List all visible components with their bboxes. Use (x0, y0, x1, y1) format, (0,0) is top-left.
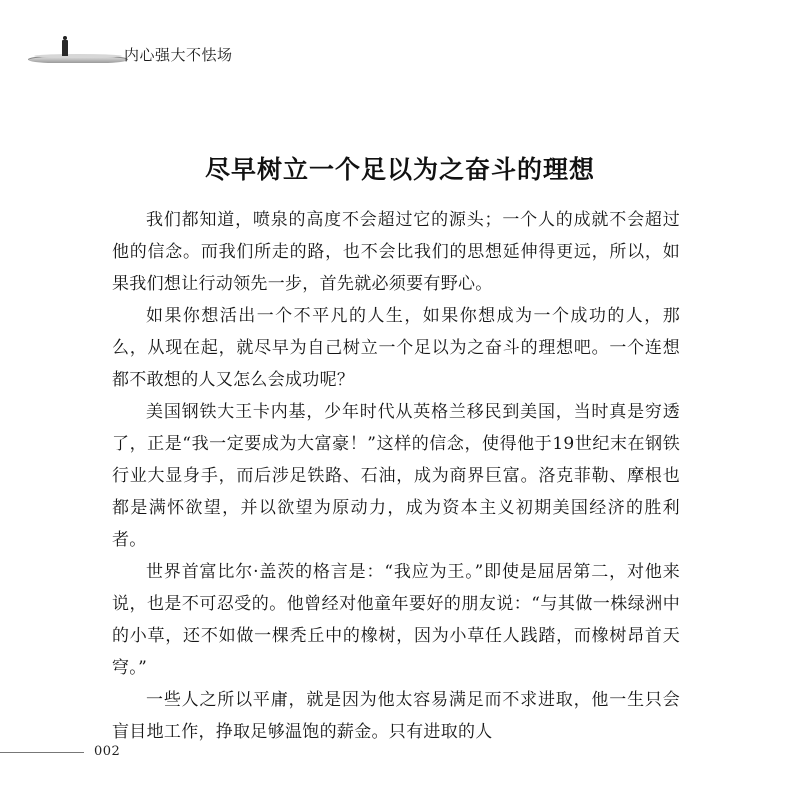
footer-rule (0, 752, 84, 753)
pedestal-rim (34, 54, 122, 58)
figure-body (62, 40, 68, 56)
running-header-title: 内心强大不怯场 (124, 46, 233, 64)
paragraph-2: 如果你想活出一个不平凡的人生，如果你想成为一个成功的人，那么，从现在起，就尽早为自己树立一个足以为之奋斗的理想吧。一个连想都不敢想的人又怎么会成功呢？ (112, 306, 680, 390)
paragraph-3: 美国钢铁大王卡内基，少年时代从英格兰移民到美国，当时真是穷透了，正是“我一定要成为大富豪！”这样的信念，使得他于19世纪末在钢铁行业大显身手，而后涉足铁路、石油，成为商界巨富。洛克菲勒、摩根也都是满怀欲望，并以欲望为原动力，成为资本主义初期美国经济的胜利者。 (112, 402, 680, 550)
chapter-title: 尽早树立一个足以为之奋斗的理想 (204, 155, 595, 184)
paragraph-1: 我们都知道，喷泉的高度不会超过它的源头；一个人的成就不会超过他的信念。而我们所走的路，也不会比我们的思想延伸得更远，所以，如果我们想让行动领先一步，首先就必须要有野心。 (112, 210, 680, 294)
page-number: 002 (94, 744, 121, 759)
running-header (28, 32, 248, 68)
body-text (112, 204, 680, 748)
paragraph-5: 一些人之所以平庸，就是因为他太容易满足而不求进取，他一生只会盲目地工作，挣取足够温饱的薪金。只有进取的人 (112, 690, 680, 742)
paragraph-4: 世界首富比尔·盖茨的格言是：“我应为王。”即使是屈居第二，对他来说，也是不可忍受的。他曾经对他童年要好的朋友说：“与其做一株绿洲中的小草，还不如做一棵秃丘中的橡树，因为小草任人践踏，而橡树昂首天穹。” (112, 562, 680, 678)
figure-on-pedestal-icon (62, 36, 68, 56)
